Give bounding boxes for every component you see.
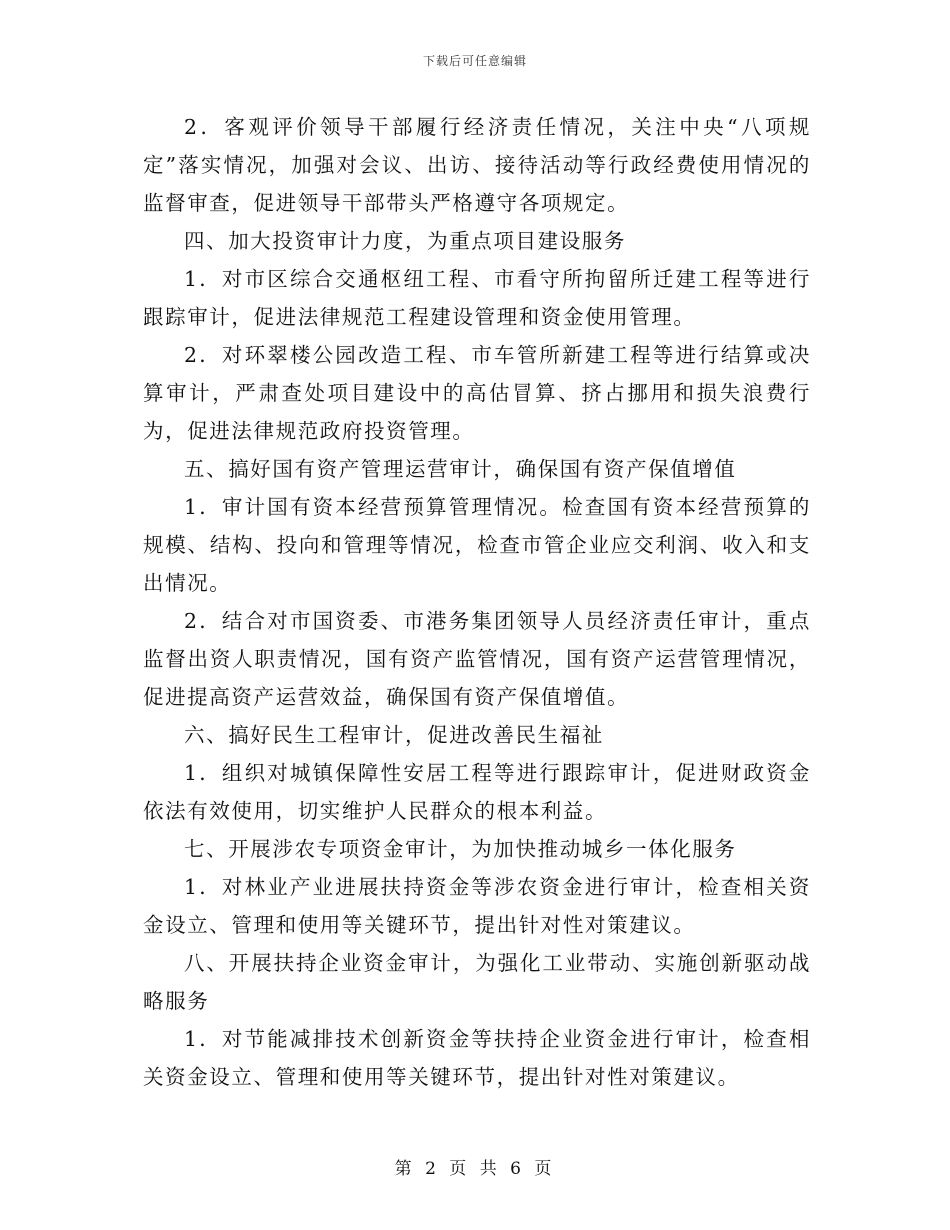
paragraph-item-1: 1．对节能减排技术创新资金等扶持企业资金进行审计，检查相关资金设立、管理和使用等关键环节，提出针对性对策建议。 (143, 1027, 811, 1089)
document-body (143, 108, 811, 1096)
paragraph-item-2-review: 2．客观评价领导干部履行经济责任情况，关注中央“八项规定”落实情况，加强对会议、出访、接待活动等行政经费使用情况的监督审查，促进领导干部带头严格遵守各项规定。 (143, 115, 811, 215)
paragraph-item-1: 1．对市区综合交通枢纽工程、市看守所拘留所迁建工程等进行跟踪审计，促进法律规范工程建设管理和资金使用管理。 (143, 267, 811, 329)
section-heading-5: 五、搞好国有资产管理运营审计，确保国有资产保值增值 (184, 457, 737, 481)
paragraph-item-1: 1．组织对城镇保障性安居工程等进行跟踪审计，促进财政资金依法有效使用，切实维护人民群众的根本利益。 (143, 761, 811, 823)
section-heading-7: 七、开展涉农专项资金审计，为加快推动城乡一体化服务 (184, 837, 737, 861)
section-heading-6: 六、搞好民生工程审计，促进改善民生福祉 (184, 723, 604, 747)
paragraph-item-1: 1．对林业产业进展扶持资金等涉农资金进行审计，检查相关资金设立、管理和使用等关键环节，提出针对性对策建议。 (143, 875, 811, 937)
section-heading-8: 八、开展扶持企业资金审计，为强化工业带动、实施创新驱动战略服务 (143, 951, 811, 1013)
page-number-footer: 第 2 页 共 6 页 (394, 1159, 556, 1179)
page-header: 下载后可任意编辑 (422, 54, 527, 68)
paragraph-item-1: 1．审计国有资本经营预算管理情况。检查国有资本经营预算的规模、结构、投向和管理等情况，检查市管企业应交利润、收入和支出情况。 (143, 495, 811, 595)
paragraph-item-2: 2．结合对市国资委、市港务集团领导人员经济责任审计，重点监督出资人职责情况，国有资产监管情况，国有资产运营管理情况，促进提高资产运营效益，确保国有资产保值增值。 (143, 609, 811, 709)
section-heading-4: 四、加大投资审计力度，为重点项目建设服务 (184, 229, 626, 253)
paragraph-item-2: 2．对环翠楼公园改造工程、市车管所新建工程等进行结算或决算审计，严肃查处项目建设中的高估冒算、挤占挪用和损失浪费行为，促进法律规范政府投资管理。 (143, 343, 811, 443)
